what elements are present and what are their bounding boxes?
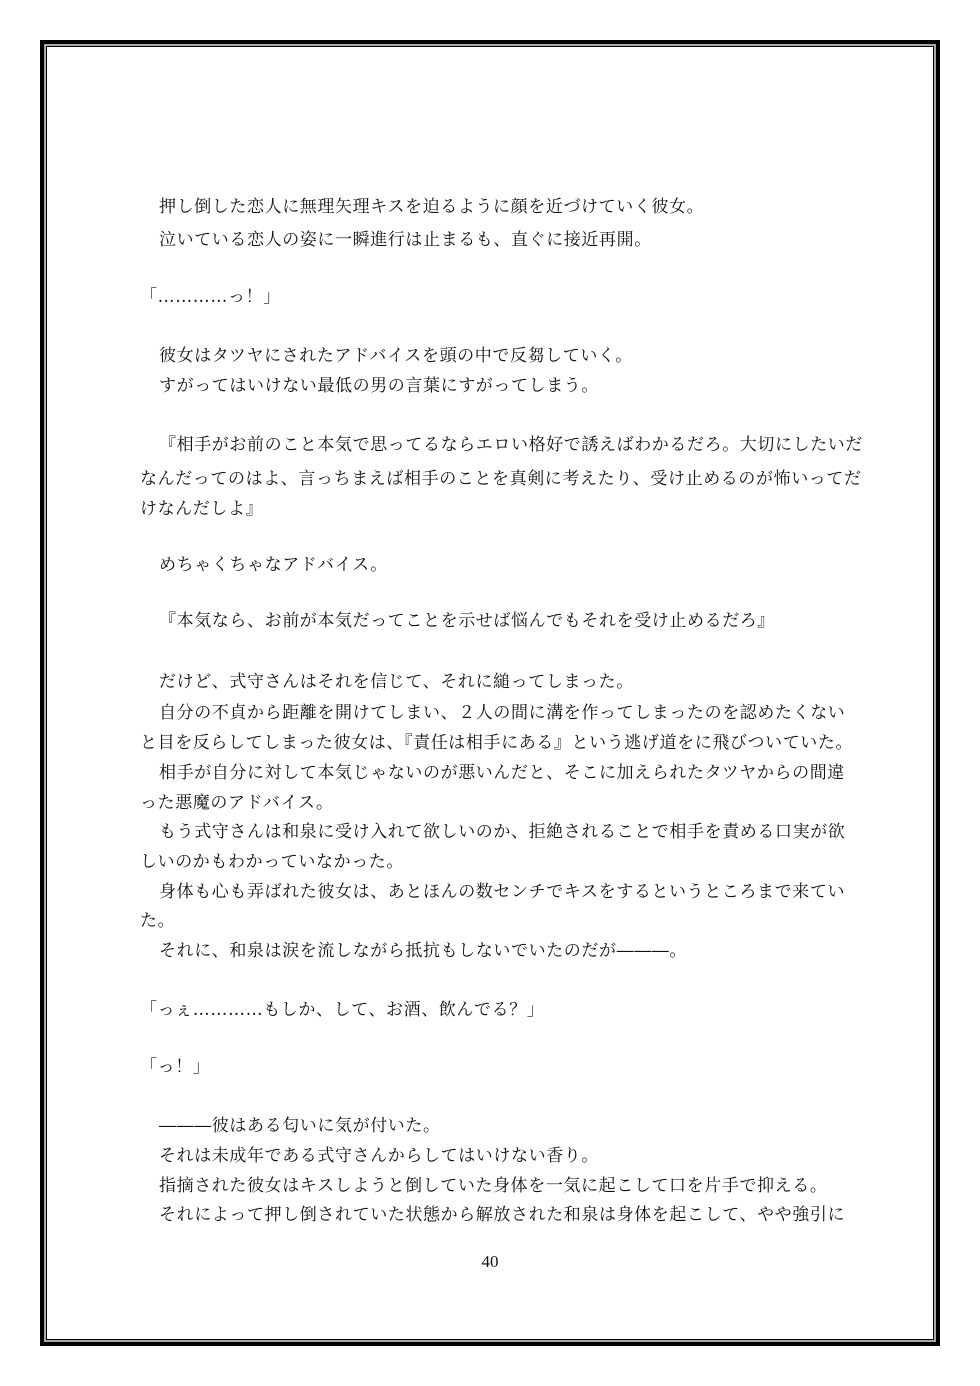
- text-line: それによって押し倒されていた状態から解放された和泉は身体を起こして、やや強引に: [159, 1205, 846, 1225]
- text-line: すがってはいけない最低の男の言葉にすがってしまう。: [159, 376, 599, 396]
- text-line: だけど、式守さんはそれを信じて、それに縋ってしまった。: [159, 672, 634, 692]
- dialogue-line: 「っぇ…………もしか、して、お酒、飲んでる？」: [140, 1000, 545, 1020]
- dialogue-line: 「…………っ！」: [140, 287, 281, 307]
- text-line: それは未成年である式守さんからしてはいけない香り。: [159, 1146, 599, 1166]
- text-line: 相手が自分に対して本気じゃないのが悪いんだと、そこに加えられたタツヤからの間違: [159, 763, 845, 783]
- quote-line: 『相手がお前のこと本気で思ってるならエロい格好で誘えばわかるだろ。大切にしたいだ: [159, 435, 863, 455]
- page-number: 40: [481, 1252, 499, 1271]
- text-line: 自分の不貞から距離を開けてしまい、２人の間に溝を作ってしまったのを認めたくない: [159, 703, 846, 723]
- text-line: 指摘された彼女はキスしようと倒していた身体を一気に起こして口を片手で抑える。: [159, 1176, 828, 1196]
- text-line: 身体も心も弄ばれた彼女は、あとほんの数センチでキスをするというところまで来てい: [159, 882, 846, 902]
- text-line: それに、和泉は涙を流しながら抵抗もしないでいたのだが―――。: [159, 941, 687, 961]
- text-line: った悪魔のアドバイス。: [140, 793, 334, 813]
- text-line: もう式守さんは和泉に受け入れて欲しいのか、拒絶されることで相手を責める口実が欲: [159, 822, 846, 842]
- text-line: ―――彼はある匂いに気が付いた。: [159, 1116, 441, 1136]
- quote-line: 『本気なら、お前が本気だってことを示せば悩んでもそれを受け止めるだろ』: [159, 611, 775, 631]
- dialogue-line: 「っ！」: [140, 1057, 211, 1077]
- quote-line: けなんだしよ』: [140, 499, 264, 519]
- text-line: た。: [140, 911, 176, 931]
- text-line: 泣いている恋人の姿に一瞬進行は止まるも、直ぐに接近再開。: [159, 230, 652, 250]
- text-line: しいのかもわかっていなかった。: [140, 852, 404, 872]
- text-line: と目を反らしてしまった彼女は、『責任は相手にある』という逃げ道をに飛びついていた。: [140, 733, 854, 753]
- text-line: めちゃくちゃなアドバイス。: [159, 555, 388, 575]
- text-line: 彼女はタツヤにされたアドバイスを頭の中で反芻していく。: [159, 346, 633, 366]
- text-line: 押し倒した恋人に無理矢理キスを迫るように顔を近づけていく彼女。: [159, 197, 705, 217]
- quote-line: なんだってのはよ、言っちまえば相手のことを真剣に考えたり、受け止めるのが怖いってだ: [140, 469, 862, 489]
